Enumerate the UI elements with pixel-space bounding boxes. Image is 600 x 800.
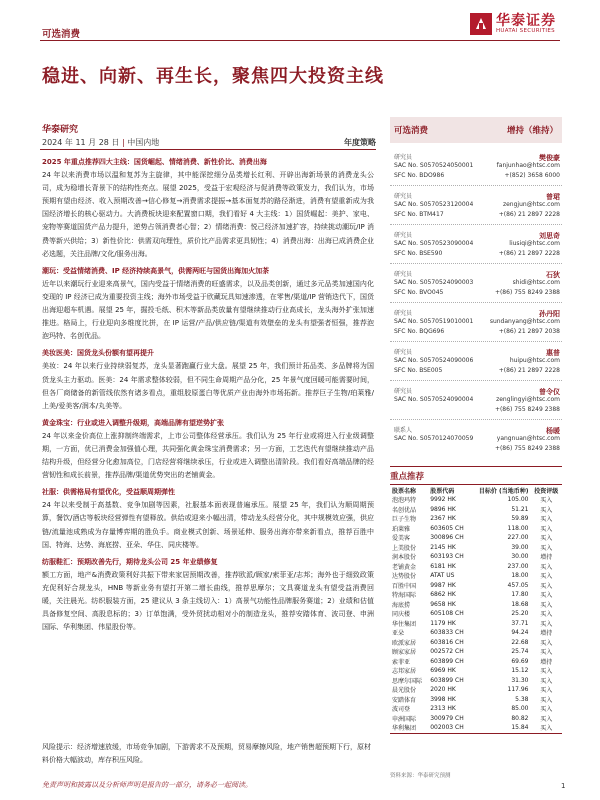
stock-code-cell: 300896 CH [430, 534, 464, 542]
rating-cell: 买入 [540, 696, 553, 704]
rating-label: 增持（维持） [506, 126, 558, 136]
analyst-phone: +(86) 21 2897 2038 [498, 328, 560, 335]
rating-cell: 买入 [540, 573, 553, 581]
table-row [390, 600, 562, 610]
analyst-name: 惠普 [546, 349, 560, 357]
stock-code-cell: 6969 HK [430, 667, 456, 675]
table-row [390, 590, 562, 600]
target-price-cell: 15.84 [511, 724, 529, 732]
analyst-email[interactable]: zengjun@htsc.com [502, 201, 560, 208]
stock-name-cell: 波司登 [392, 706, 411, 714]
stock-name-cell: 巨子生物 [392, 516, 417, 524]
footer-disclaimer: 免责声明和披露以及分析师声明是报告的一部分，请务必一起阅读。 [42, 781, 252, 789]
col-header-target: 目标价 (当地币种) [478, 487, 529, 495]
analyst-name: 孙丹阳 [539, 310, 560, 318]
rating-cell: 买入 [540, 516, 553, 524]
target-price-cell: 18.68 [511, 600, 529, 608]
stock-name-cell: 百胜中国 [392, 582, 417, 590]
table-row [390, 524, 562, 534]
stock-code-cell: 2367 HK [430, 515, 456, 523]
rating-cell: 买入 [540, 677, 553, 685]
rating-cell: 买入 [540, 525, 553, 533]
stock-code-cell: 2145 HK [430, 543, 456, 551]
analyst-card [390, 386, 562, 429]
analyst-sac: SAC No. S0570524090003 [394, 279, 474, 286]
analyst-divider [390, 263, 562, 264]
table-row [390, 704, 562, 714]
report-meta: 2024 年 11 月 28 日 | 中国内地 年度策略 [42, 138, 376, 147]
rating-cell: 增持 [540, 630, 553, 638]
analyst-sac: SAC No. S0570524090004 [394, 396, 474, 403]
analyst-email[interactable]: huipu@htsc.com [509, 357, 560, 364]
target-price-cell: 117.96 [507, 686, 529, 694]
rating-cell: 买入 [540, 620, 553, 628]
meta-divider [40, 149, 376, 150]
table-row [390, 514, 562, 524]
table-row [390, 695, 562, 705]
section-services [42, 486, 374, 551]
stock-name-cell: 达势股份 [392, 573, 417, 581]
research-org: 华泰研究 [42, 125, 79, 135]
rating-cell: 买入 [540, 649, 553, 657]
stock-name-cell: 亚朵 [392, 630, 405, 638]
analyst-sfc: SFC No. BQG696 [394, 328, 445, 335]
rating-cell: 买入 [540, 611, 553, 619]
table-row [390, 581, 562, 591]
analyst-name: 杨暖 [546, 427, 560, 435]
stock-code-cell: 603193 CH [430, 553, 464, 561]
report-date: 2024 年 11 月 28 日 [42, 138, 120, 147]
stock-name-cell: 同庆楼 [392, 611, 411, 619]
recommend-table-body [390, 495, 562, 733]
analyst-name: 曾珺 [546, 193, 560, 201]
stock-code-cell: 9658 HK [430, 600, 456, 608]
table-row [390, 552, 562, 562]
stock-code-cell: 1179 HK [430, 619, 456, 627]
stock-code-cell: 6862 HK [430, 591, 456, 599]
company-logo [470, 8, 570, 38]
target-price-cell: 59.89 [511, 515, 529, 523]
risk-label: 风险提示 [42, 743, 70, 751]
analyst-name: 刘思奇 [539, 232, 560, 240]
stock-code-cell: 603899 CH [430, 676, 464, 684]
col-header-rating: 投资评级 [534, 487, 559, 495]
stock-code-cell: ATAT US [430, 572, 455, 580]
rating-cell: 买入 [540, 544, 553, 552]
rating-cell: 增持 [540, 554, 553, 562]
stock-code-cell: 9987 HK [430, 581, 456, 589]
rating-cell: 买入 [540, 725, 553, 733]
analyst-sfc: SFC No. BVO045 [394, 289, 444, 296]
target-price-cell: 94.24 [511, 629, 529, 637]
target-price-cell: 37.71 [511, 619, 529, 627]
rating-cell: 买入 [540, 668, 553, 676]
table-row [390, 647, 562, 657]
section-body: 24 年以来受制于高基数、竞争加剧等因素，社服基本面表现普遍承压。展望 25 年，我们认为顺周期预算，餐饮/酒店等板块经营弹性有望释放。供给或迎来小幅出清，带动龙头经营分化，其中规模效应强，供应链/流量池成熟成为存量博弈期的胜负手。商业模式创新、场景延伸、服务出海亦带来新看点，推荐百胜中国、特海、达势、海底捞、亚朵、华住、同庆楼等。 [42, 501, 374, 549]
table-row [390, 723, 562, 733]
target-price-cell: 25.74 [511, 648, 529, 656]
analyst-name: 樊俊豪 [539, 154, 560, 162]
stock-name-cell: 安踏体育 [392, 696, 417, 704]
stock-name-cell: 欧派家居 [392, 639, 417, 647]
analyst-sfc: SFC No. BTM417 [394, 211, 444, 218]
section-apparel [42, 556, 374, 635]
stock-name-cell: 老铺黄金 [392, 563, 417, 571]
report-body [42, 156, 374, 638]
stock-code-cell: 603816 CH [430, 638, 464, 646]
target-price-cell: 118.00 [507, 524, 529, 532]
rating-cell: 买入 [540, 706, 553, 714]
stock-code-cell: 3998 HK [430, 695, 456, 703]
logo-text-cn: 华泰证券 [496, 13, 556, 29]
table-row [390, 505, 562, 515]
stock-code-cell: 9896 HK [430, 505, 456, 513]
analyst-role: 研究员 [394, 154, 413, 161]
stock-code-cell: 603899 CH [430, 657, 464, 665]
analyst-sac: SAC No. S0570524090006 [394, 357, 474, 364]
section-heading: 美妆医美：国货龙头份额有望再提升 [42, 349, 154, 358]
analyst-sfc: SFC No. BSE590 [394, 250, 443, 257]
stock-code-cell: 002572 CH [430, 648, 464, 656]
analyst-card [390, 425, 562, 468]
analyst-divider [390, 185, 562, 186]
analyst-name: 石狄 [546, 271, 560, 279]
analyst-phone: +(86) 755 8249 2388 [494, 445, 560, 452]
rating-cell: 买入 [540, 535, 553, 543]
stock-code-cell: 603833 CH [430, 629, 464, 637]
stock-name-cell: 华利集团 [392, 725, 417, 733]
section-heading: 潮玩：受益情绪消费、IP 经济持续高景气，供需两旺与国货出海加火加茶 [42, 266, 270, 275]
analyst-phone: +(86) 21 2897 2228 [498, 250, 560, 257]
target-price-cell: 22.68 [511, 638, 529, 646]
report-title: 稳进、向新、再生长，聚焦四大投资主线 [42, 66, 384, 87]
table-row [390, 666, 562, 676]
table-row [390, 533, 562, 543]
target-price-cell: 31.30 [511, 676, 529, 684]
rating-cell: 买入 [540, 563, 553, 571]
table-header-row [390, 485, 562, 496]
rating-cell: 买入 [540, 715, 553, 723]
target-price-cell: 39.00 [511, 543, 529, 551]
recommend-table [390, 484, 562, 734]
analyst-email[interactable]: shidi@htsc.com [512, 279, 560, 286]
target-price-cell: 51.21 [511, 505, 529, 513]
report-category: 可选消费 [42, 29, 81, 40]
analyst-email[interactable]: sundanyang@htsc.com [489, 318, 560, 325]
analyst-sac: SAC No. S0570519010001 [394, 318, 474, 325]
table-row [390, 628, 562, 638]
analyst-phone: +(852) 3658 6000 [504, 172, 560, 179]
table-source-note: 资料来源：华泰研究预测 [390, 773, 451, 779]
analyst-phone: +(86) 21 2897 2228 [498, 367, 560, 374]
report-type: 年度策略 [344, 138, 376, 147]
analyst-sac: SAC No. S0570124070059 [394, 435, 474, 442]
analyst-card [390, 152, 562, 195]
stock-code-cell: 603605 CH [430, 524, 464, 532]
analyst-phone: +(86) 755 8249 2388 [494, 289, 560, 296]
stock-name-cell: 华住集团 [392, 620, 417, 628]
logo-text-en: HUATAI SECURITIES [496, 28, 555, 34]
section-beauty [42, 347, 374, 412]
target-price-cell: 15.12 [511, 667, 529, 675]
table-row [390, 571, 562, 581]
analyst-sac: SAC No. S0570523120004 [394, 201, 474, 208]
stock-name-cell: 珀莱雅 [392, 525, 411, 533]
analyst-phone: +(86) 21 2897 2228 [498, 211, 560, 218]
rating-cell: 买入 [540, 639, 553, 647]
analyst-sfc: SFC No. BDO986 [394, 172, 445, 179]
rating-cell: 买入 [540, 592, 553, 600]
analyst-role: 研究员 [394, 271, 413, 278]
section-body: 近年以来潮玩行业迎来高景气，国内受益于情绪消费的旺盛需求，以及品类创新，通过多元品类加速国内化变现的 IP 经济已成为重要投资主线；海外市场受益于欣藏玩具知速渗透，在零售/渠道/IP 营销迭代下，国货出海迎超车机遇。展望 25 年，掘投毛纸、积木等新品类放量有望继续推动行业高成长，龙头海外扩张加速推进。格局上，行业迎向多维度比拼，在 IP 运营/产品/供应链/渠道有效壁垒的龙头有望强者恒强，推荐泡泡玛特、名创优品。 [42, 279, 374, 341]
table-row [390, 714, 562, 724]
table-row [390, 638, 562, 648]
table-row [390, 562, 562, 572]
risk-text: 经济增速放缓，市场竞争加剧，下游需求不及预期，贸易摩擦风险，地产销售超预期下行，原材料价格大幅波动，库存积压风险。 [42, 743, 371, 764]
table-row [390, 543, 562, 553]
analyst-card [390, 230, 562, 273]
section-heading: 黄金珠宝：行业或进入调整升级期，高端品牌有望逆势扩张 [42, 418, 224, 427]
analyst-card [390, 308, 562, 351]
section-jewelry [42, 417, 374, 482]
stock-name-cell: 海底捞 [392, 601, 411, 609]
stock-name-cell: 思摩尔国际 [392, 677, 423, 685]
analyst-role: 研究员 [394, 193, 413, 200]
analyst-email[interactable]: yangnuan@htsc.com [496, 435, 560, 442]
recommend-divider [390, 466, 562, 467]
page-number: 1 [561, 782, 566, 790]
rating-cell: 买入 [540, 506, 553, 514]
table-row [390, 609, 562, 619]
sector-label: 可选消费 [394, 126, 429, 136]
section-body: 24 年以来金价高位上涨抑制终端需求，上市公司整体经营承压。我们认为 25 年行业或将进入行业级调整期，一方面，优已消费金加强值心理，共同强化黄金珠宝消费需求；另一方面，工艺迭代有望继续推动产品结构升级，但经营分化愈加高位，门店经营将继续承压，行业或进入调整出清阶段。我们看好高端品牌的经营韧性和成长前景，推荐品牌/渠道优势突出的老铺黄金。 [42, 431, 374, 480]
table-row [390, 495, 562, 505]
rating-cell: 买入 [540, 497, 553, 505]
rating-cell: 买入 [540, 601, 553, 609]
section-body: 24 年以来消费市场以温和复苏为主旋律，其中能深挖细分品类增长红利、开辟出海新场景的消费龙头公司，成为稳增长背景下的结构性亮点。展望 2025，受益于宏观经济与促消费等政策发力，我们认为，市场预期有望由经济、收入预期改善→信心修复→消费需求提振→基本面复苏的路径渐进，消费有望重新成为我国经济增长的核心驱动力。大消费板块迎来配置窗口期，我们看好 4 大主线：1）国货崛起：美护、家电、宠物等赛道国货产品力提升，逆势占领消费者心智；2）情绪消费：悦己经济加速扩容，持续挑动潮玩/IP 消费等新兴供给；3）新性价比：供需双向理性，质价比产品需求更具韧性；4）消费出海：出海已成消费企业必选题，关注品牌/文化/服务出海。 [42, 171, 374, 258]
stock-name-cell: 名创优品 [392, 506, 417, 514]
analyst-divider [390, 380, 562, 381]
header-divider [40, 40, 560, 41]
stock-code-cell: 300979 CH [430, 714, 464, 722]
table-row [390, 657, 562, 667]
analyst-phone: +(86) 755 8249 2388 [494, 406, 560, 413]
analyst-divider [390, 302, 562, 303]
section-main-lines [42, 156, 374, 261]
rating-cell: 买入 [540, 687, 553, 695]
risk-warning: 风险提示：经济增速放缓，市场竞争加剧，下游需求不及预期，贸易摩擦风险，地产销售超预期下行，原材料价格大幅波动，库存积压风险。 [42, 743, 371, 764]
section-heading: 社服：供需格局有望优化，受益顺周期弹性 [42, 488, 175, 497]
stock-code-cell: 002003 CH [430, 724, 464, 732]
section-toys [42, 265, 374, 344]
analyst-email[interactable]: zenglingyi@htsc.com [496, 396, 560, 403]
target-price-cell: 69.69 [511, 657, 529, 665]
target-price-cell: 5.38 [515, 695, 529, 703]
target-price-cell: 237.00 [507, 562, 529, 570]
target-price-cell: 18.00 [511, 572, 529, 580]
section-heading: 纺服鞋汇：预期改善先行，期待龙头公司 25 年业绩修复 [42, 557, 218, 566]
stock-name-cell: 润本股份 [392, 554, 417, 562]
stock-code-cell: 6181 HK [430, 562, 456, 570]
recommend-title: 重点推荐 [390, 472, 425, 482]
col-header-code: 股票代码 [430, 487, 455, 495]
stock-code-cell: 605108 CH [430, 610, 464, 618]
analyst-role: 联系人 [394, 427, 413, 434]
target-price-cell: 17.80 [511, 591, 529, 599]
analyst-role: 研究员 [394, 232, 413, 239]
table-row [390, 676, 562, 686]
table-row [390, 685, 562, 695]
analyst-email[interactable]: liusiqi@htsc.com [509, 240, 560, 247]
table-row [390, 619, 562, 629]
section-body: 额工方面，地产&消费政策利好共振下带来家居预期改善，推荐欧派/顾家/索菲亚/志邦；海外也于细致政策充促利好合规龙头，HNB 等新业务有望打开第二增长曲线，推荐思摩尔；文具赛道龙头有望受益消费回暖，关注晨光。纺织服装方面，25 建议从 3 条主线切入：1）高景气功能性品牌服务赛道；2）业绩和估值具备修复空间、高股息标的；3）订单饱满，受外贸扰动相对小的制造龙头，推荐安踏体育、波司登、申洲国际、华利集团、伟星股份等。 [42, 570, 374, 632]
stock-name-cell: 申洲国际 [392, 715, 417, 723]
section-heading: 2025 年重点推荐四大主线：国货崛起、情绪消费、新性价比、消费出海 [42, 158, 267, 166]
rating-cell: 增持 [540, 658, 553, 666]
stock-name-cell: 爱美客 [392, 535, 411, 543]
analyst-card [390, 347, 562, 390]
stock-name-cell: 泡泡玛特 [392, 497, 417, 505]
analyst-divider [390, 341, 562, 342]
stock-code-cell: 2313 HK [430, 705, 456, 713]
stock-name-cell: 特海国际 [392, 592, 417, 600]
rating-cell: 买入 [540, 582, 553, 590]
analyst-sfc: SFC No. BSE005 [394, 367, 443, 374]
analyst-divider [390, 419, 562, 420]
rating-header [390, 117, 562, 143]
analyst-divider [390, 224, 562, 225]
stock-name-cell: 晨光股份 [392, 687, 417, 695]
analyst-sac: SAC No. S0570523090004 [394, 240, 474, 247]
col-header-name: 股票名称 [392, 487, 417, 495]
analyst-sac: SAC No. S0570524050001 [394, 162, 474, 169]
stock-code-cell: 2020 HK [430, 686, 456, 694]
stock-code-cell: 9992 HK [430, 496, 456, 504]
target-price-cell: 25.20 [511, 610, 529, 618]
report-region: 中国内地 [127, 138, 160, 147]
analyst-role: 研究员 [394, 349, 413, 356]
target-price-cell: 80.82 [511, 714, 529, 722]
target-price-cell: 85.00 [511, 705, 529, 713]
analyst-card [390, 269, 562, 312]
stock-name-cell: 顾家家居 [392, 649, 417, 657]
target-price-cell: 457.05 [507, 581, 529, 589]
stock-name-cell: 上美股份 [392, 544, 417, 552]
analyst-name: 曾令仪 [539, 388, 560, 396]
logo-icon [470, 13, 492, 35]
analyst-email[interactable]: fanjunhao@htsc.com [496, 162, 560, 169]
target-price-cell: 105.00 [507, 496, 529, 504]
analyst-card [390, 191, 562, 234]
section-body: 美妆：24 年以来行业持续弱复苏，龙头显著跑赢行业大盘。展望 25 年，我们预计拓品类、多品牌将为国货龙头主力驱动。医美：24 年需求整体较弱，但不同生命周期产品分化，25 年景气度回暖可能需要时间，但各厂商储备的新管线依然有诸多看点，重组胶原蛋白等优质产业由海外市场拓新。推荐巨子生物/珀莱雅/上美/爱美客/润本/丸美等。 [42, 362, 374, 410]
target-price-cell: 30.00 [511, 553, 529, 561]
target-price-cell: 227.00 [507, 534, 529, 542]
stock-name-cell: 索菲亚 [392, 658, 411, 666]
analyst-role: 研究员 [394, 388, 413, 395]
analyst-role: 研究员 [394, 310, 413, 317]
stock-name-cell: 志邦家居 [392, 668, 417, 676]
